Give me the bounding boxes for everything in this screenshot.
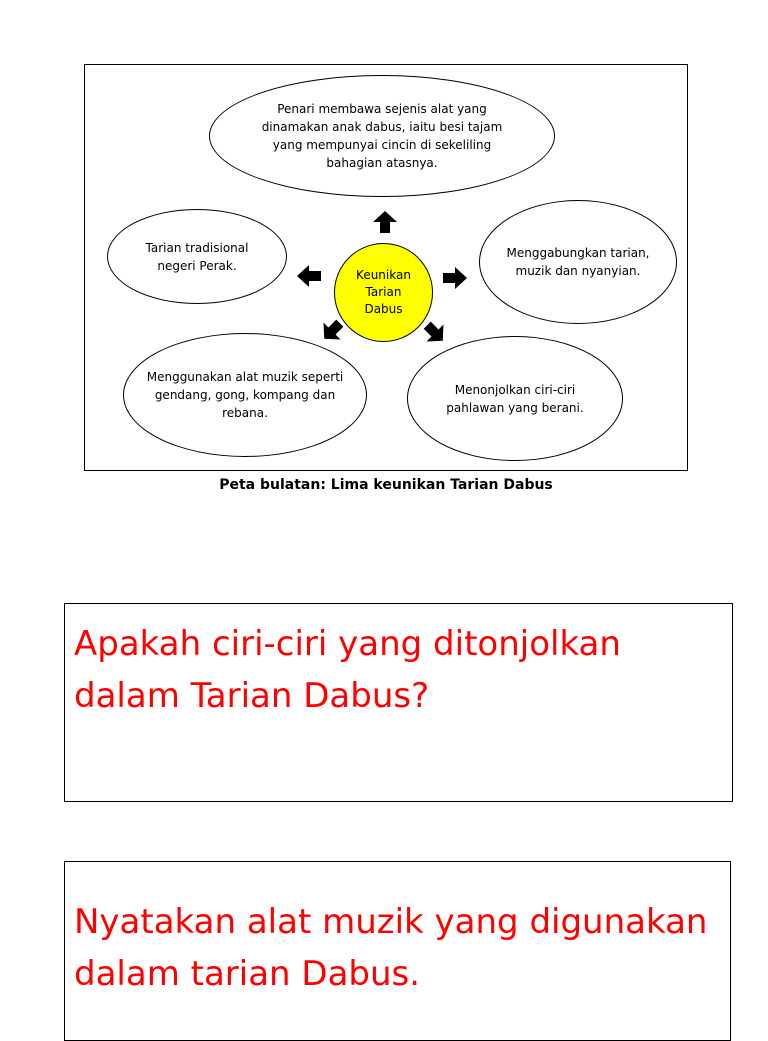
question-box-1 <box>64 603 733 802</box>
question-box-2 <box>64 861 731 1041</box>
oval-left-text: Tarian tradisional negeri Perak. <box>145 240 249 273</box>
oval-left <box>107 209 287 304</box>
oval-right <box>479 200 677 324</box>
map-caption: Peta bulatan: Lima keunikan Tarian Dabus <box>219 477 553 493</box>
center-circle <box>334 243 433 342</box>
center-text: Keunikan Tarian Dabus <box>356 268 411 316</box>
oval-right-text: Menggabungkan tarian, muzik dan nyanyian. <box>506 246 650 278</box>
oval-bottom-right <box>407 336 623 461</box>
oval-bottom-left-text: Menggunakan alat muzik seperti gendang, gong, kompang dan rebana. <box>146 370 344 420</box>
oval-bottom-right-text: Menonjolkan ciri-ciri pahlawan yang berani. <box>446 382 584 415</box>
oval-bottom-left <box>123 333 367 457</box>
oval-top <box>209 75 555 197</box>
oval-top-text: Penari membawa sejenis alat yang dinamakan anak dabus, iaitu besi tajam yang mempunyai cincin di sekeliling bahagian atasnya. <box>261 102 503 170</box>
question-text-1: Apakah ciri-ciri yang ditonjolkan dalam Tarian Dabus? <box>74 624 621 716</box>
arrow-up-icon <box>372 210 398 234</box>
circle-map <box>84 64 688 471</box>
arrow-right-icon <box>442 266 468 290</box>
arrow-down-right-icon <box>422 321 448 345</box>
arrow-down-left-icon <box>319 319 345 343</box>
arrow-left-icon <box>296 264 322 288</box>
question-text-2: Nyatakan alat muzik yang digunakan dalam tarian Dabus. <box>74 902 708 994</box>
